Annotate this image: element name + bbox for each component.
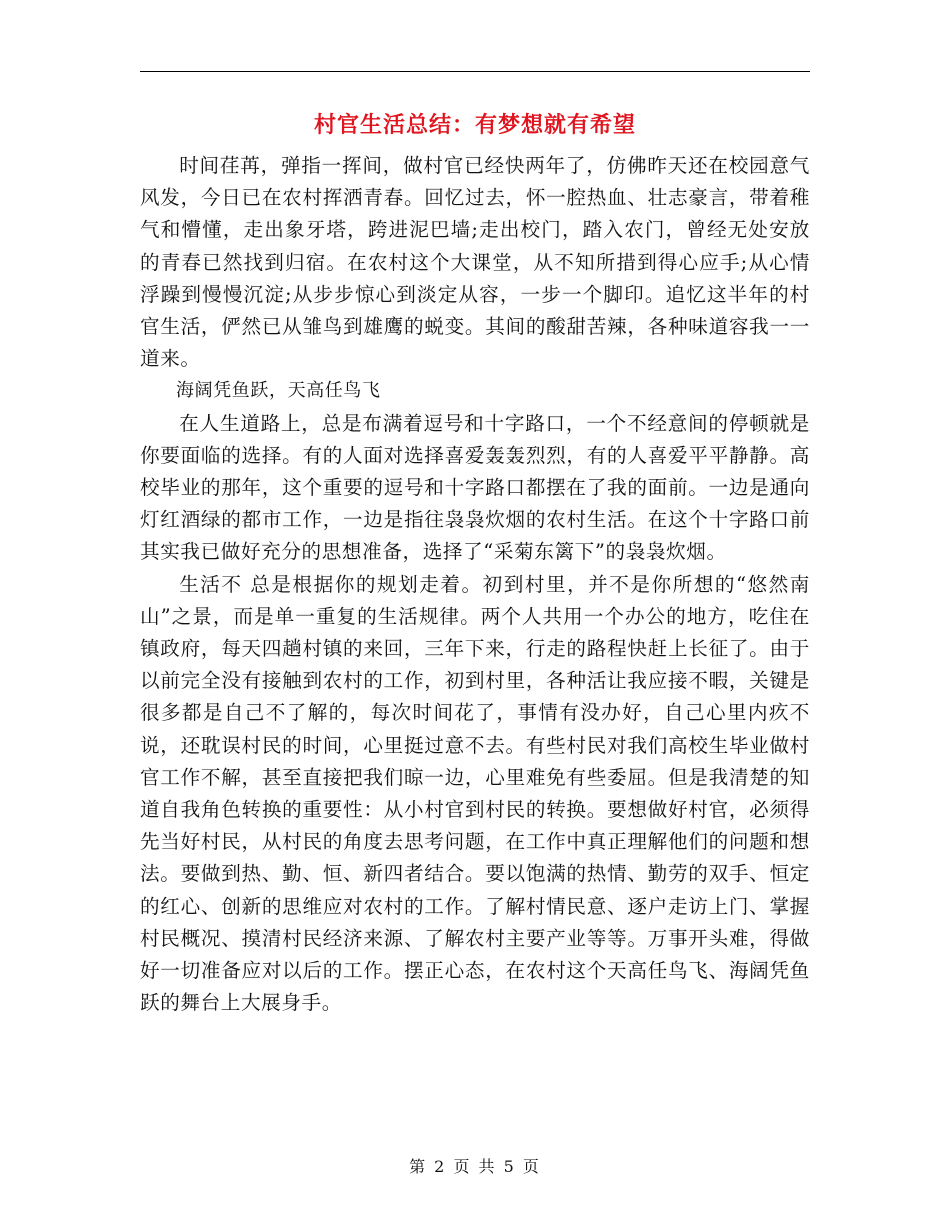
- section-heading: 海阔凭鱼跃，天高任鸟飞: [176, 380, 381, 402]
- page-footer: 第 2 页 共 5 页: [409, 1157, 541, 1176]
- paragraph-crossroads: 在人生道路上，总是布满着逗号和十字路口，一个不经意间的停顿就是你要面临的选择。有的人面对选择喜爱轰轰烈烈，有的人喜爱平平静静。高校毕业的那年，这个重要的逗号和十字路口都摆在了我的面前。一边是通向灯红酒绿的都市工作，一边是指往袅袅炊烟的农村生活。在这个十字路口前其实我已做好充分的思想准备，选择了“采菊东篱下”的袅袅炊烟。: [140, 411, 810, 564]
- document-body: [140, 150, 810, 1019]
- header-rule: [140, 71, 810, 72]
- paragraph-village-life: 生活不 总是根据你的规划走着。初到村里，并不是你所想的“悠然南山”之景，而是单一重复的生活规律。两个人共用一个办公的地方，吃住在镇政府，每天四趟村镇的来回，三年下来，行走的路程快赶上长征了。由于以前完全没有接触到农村的工作，初到村里，各种活让我应接不暇，关键是很多都是自己不了解的，每次时间花了，事情有没办好，自己心里内疚不说，还耽误村民的时间，心里挺过意不去。有些村民对我们高校生毕业做村官工作不解，甚至直接把我们晾一边，心里难免有些委屈。但是我清楚的知道自我角色转换的重要性：从小村官到村民的转换。要想做好村官，必须得先当好村民，从村民的角度去思考问题，在工作中真正理解他们的问题和想法。要做到热、勤、恒、新四者结合。要以饱满的热情、勤劳的双手、恒定的红心、创新的思维应对农村的工作。了解村情民意、逐户走访上门、掌握村民概况、摸清村民经济来源、了解农村主要产业等等。万事开头难，得做好一切准备应对以后的工作。摆正心态，在农村这个天高任鸟飞、海阔凭鱼跃的舞台上大展身手。: [140, 572, 810, 1015]
- paragraph-intro: 时间荏苒，弹指一挥间，做村官已经快两年了，仿佛昨天还在校园意气风发，今日已在农村挥洒青春。回忆过去，怀一腔热血、壮志豪言，带着稚气和懵懂，走出象牙塔，跨进泥巴墙;走出校门，踏入农门，曾经无处安放的青春已然找到归宿。在农村这个大课堂，从不知所措到得心应手;从心情浮躁到慢慢沉淀;从步步惊心到淡定从容，一步一个脚印。追忆这半年的村官生活，俨然已从雏鸟到雄鹰的蜕变。其间的酸甜苦辣，各种味道容我一一道来。: [140, 154, 810, 371]
- document-title: 村官生活总结：有梦想就有希望: [313, 113, 636, 138]
